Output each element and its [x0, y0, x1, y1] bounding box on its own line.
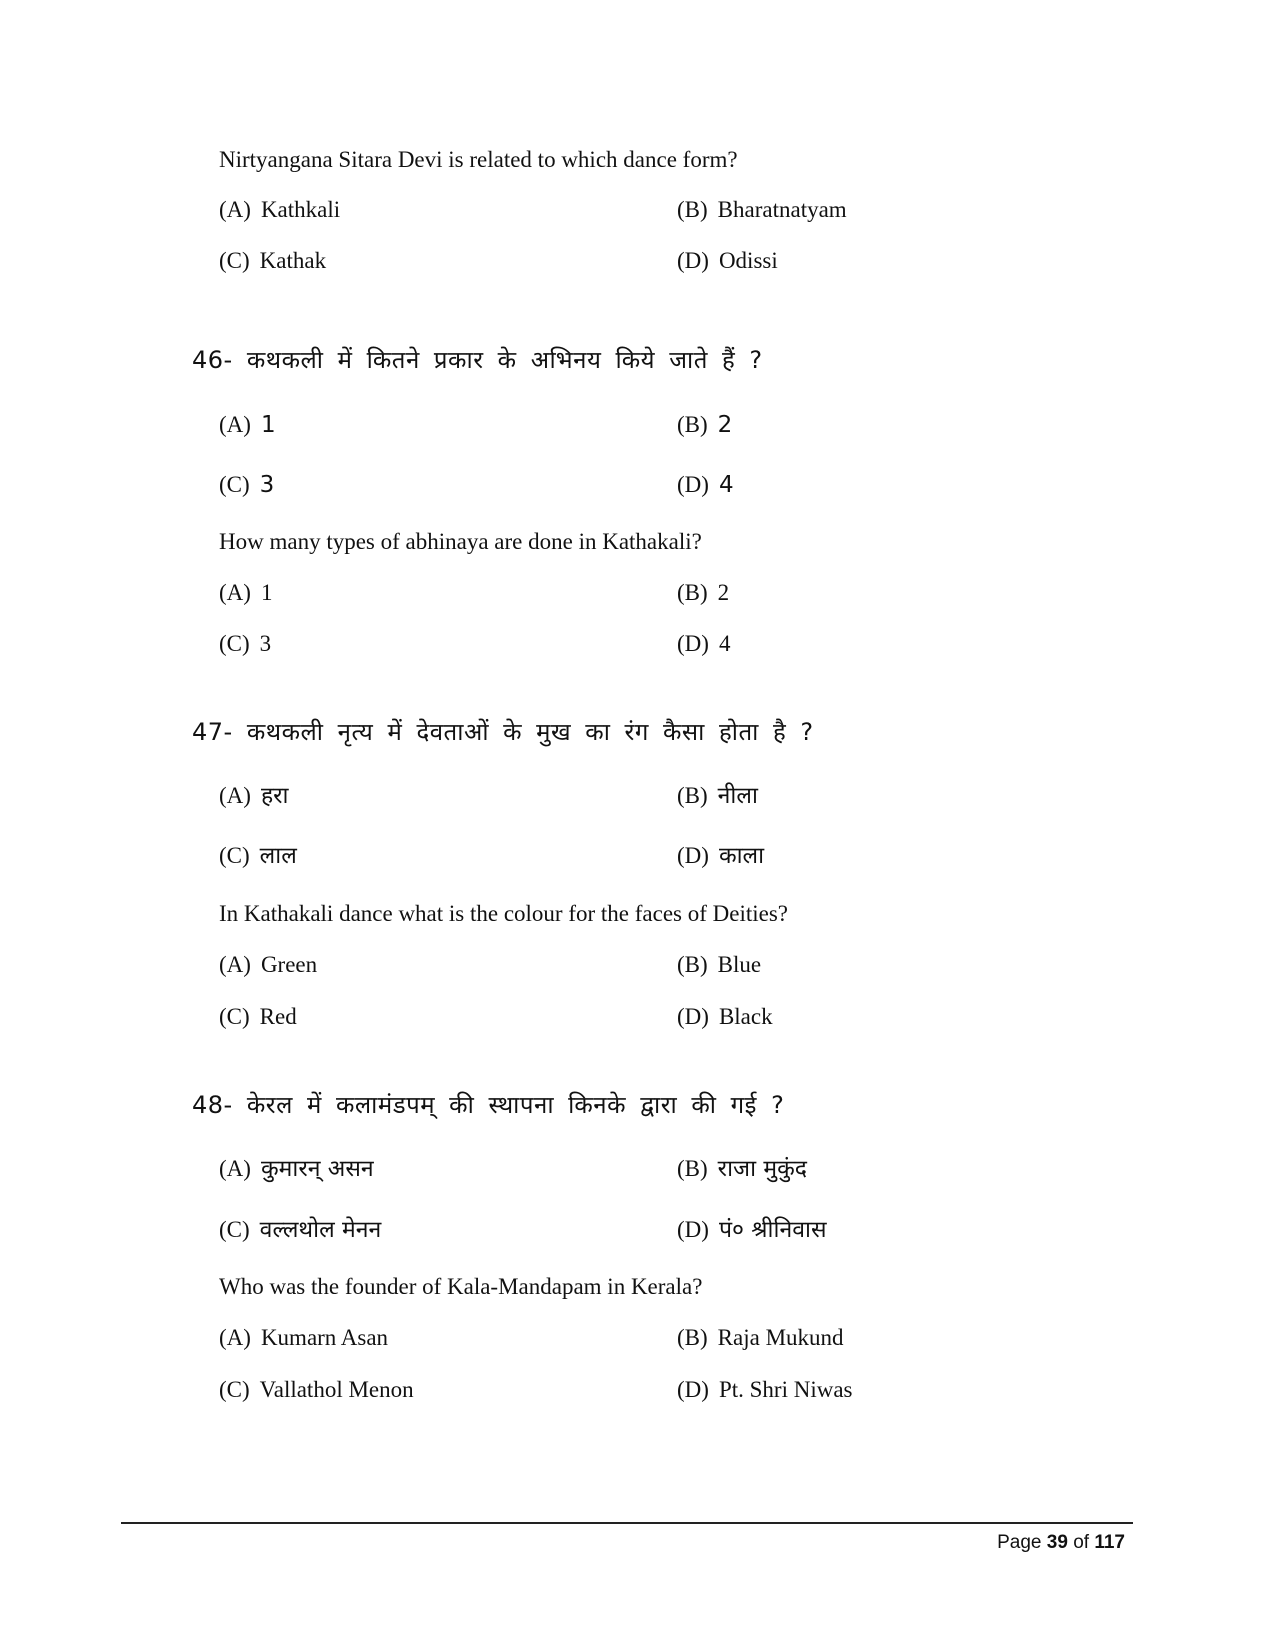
option-48-en-d: (D) Pt. Shri Niwas [677, 1377, 853, 1402]
question-48-english: Who was the founder of Kala-Mandapam in Kerala? [219, 1274, 703, 1299]
option-48-en-a: (A) Kumarn Asan [219, 1325, 389, 1350]
option-47-hi-c: (C) लाल [219, 843, 297, 869]
option-47-en-b: (B) Blue [677, 952, 762, 977]
page-number-current: 39 [1046, 1532, 1068, 1553]
page-number [997, 1530, 1125, 1556]
option-46-en-c: (C) 3 [219, 631, 272, 656]
question-47-hindi: 47- कथकली नृत्य में देवताओं के मुख का रंग कैसा होता है ? [192, 718, 814, 746]
option-48-hi-a: (A) कुमारन् असन [219, 1156, 374, 1182]
option-48-hi-d: (D) पं० श्रीनिवास [677, 1217, 827, 1243]
question-47-english: In Kathakali dance what is the colour for the faces of Deities? [219, 901, 789, 926]
option-45-en-d: (D) Odissi [677, 248, 778, 273]
option-47-hi-b: (B) नीला [677, 783, 758, 809]
option-46-en-a: (A) 1 [219, 580, 273, 605]
option-46-hi-a: (A) 1 [219, 412, 276, 438]
option-46-hi-c: (C) 3 [219, 472, 275, 498]
option-47-en-d: (D) Black [677, 1004, 773, 1029]
option-46-hi-b: (B) 2 [677, 412, 733, 438]
question-48-hindi: 48- केरल में कलामंडपम् की स्थापना किनके द्वारा की गई ? [192, 1091, 785, 1119]
option-48-en-b: (B) Raja Mukund [677, 1325, 844, 1350]
option-48-hi-c: (C) वल्लथोल मेनन [219, 1217, 382, 1243]
option-45-en-b: (B) Bharatnatyam [677, 197, 847, 222]
question-45-english: Nirtyangana Sitara Devi is related to which dance form? [219, 147, 738, 172]
option-46-hi-d: (D) 4 [677, 472, 734, 498]
page-number-total: 117 [1094, 1532, 1125, 1553]
option-46-en-b: (B) 2 [677, 580, 730, 605]
option-48-en-c: (C) Vallathol Menon [219, 1377, 414, 1402]
option-47-hi-d: (D) काला [677, 843, 765, 869]
option-47-hi-a: (A) हरा [219, 783, 289, 809]
page-number-prefix: Page [997, 1532, 1042, 1553]
option-47-en-c: (C) Red [219, 1004, 297, 1029]
option-48-hi-b: (B) राजा मुकुंद [677, 1156, 808, 1182]
option-47-en-a: (A) Green [219, 952, 318, 977]
option-45-en-a: (A) Kathkali [219, 197, 341, 222]
question-46-hindi: 46- कथकली में कितने प्रकार के अभिनय किये जाते हैं ? [192, 346, 763, 374]
question-46-english: How many types of abhinaya are done in Kathakali? [219, 529, 702, 554]
page-number-middle: of [1073, 1532, 1090, 1553]
option-45-en-c: (C) Kathak [219, 248, 327, 273]
footer-divider [121, 1522, 1133, 1524]
option-46-en-d: (D) 4 [677, 631, 731, 656]
